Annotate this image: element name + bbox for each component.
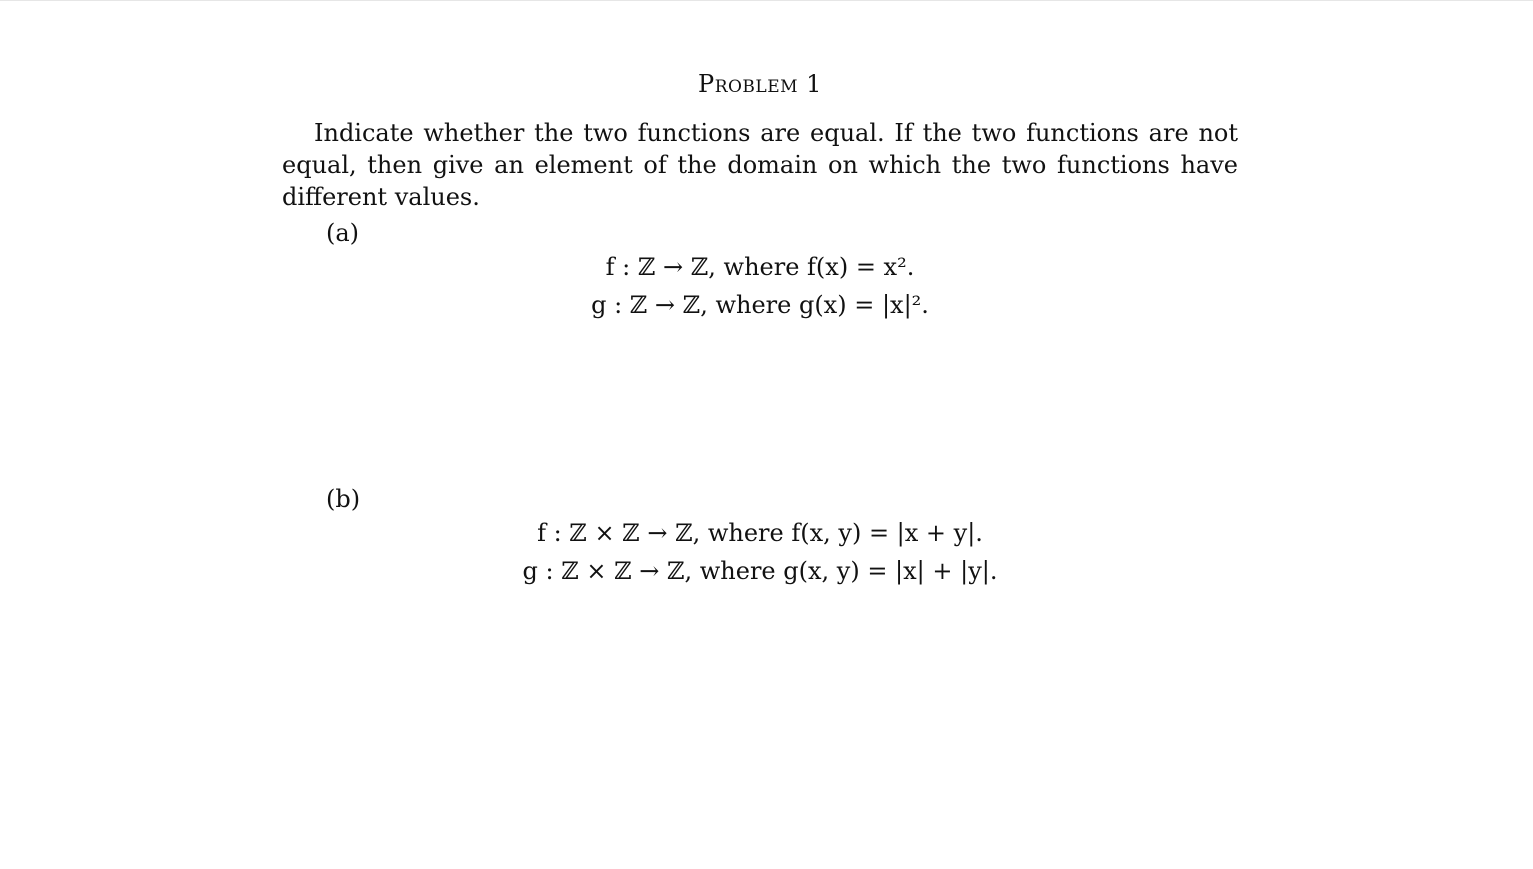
part-b-equations (0, 514, 1520, 590)
problem-instructions: Indicate whether the two functions are equal. If the two functions are not equal, then give an element of the domain on which the two functions have different values. (282, 119, 1238, 211)
problem-title-text: Problem 1 (698, 70, 822, 98)
part-b-equation-f: f : ℤ × ℤ → ℤ, where f(x, y) = |x + y|. (537, 519, 983, 547)
top-rule (0, 0, 1533, 1)
part-a-equation-f: f : ℤ → ℤ, where f(x) = x². (605, 253, 915, 281)
problem-title (0, 70, 1520, 98)
part-b-equation-g: g : ℤ × ℤ → ℤ, where g(x, y) = |x| + |y|. (522, 557, 998, 585)
part-a-equation-g: g : ℤ → ℤ, where g(x) = |x|². (591, 291, 929, 319)
part-a-label: (a) (326, 219, 360, 247)
part-b-label: (b) (326, 485, 361, 513)
part-a-equations (0, 248, 1520, 324)
